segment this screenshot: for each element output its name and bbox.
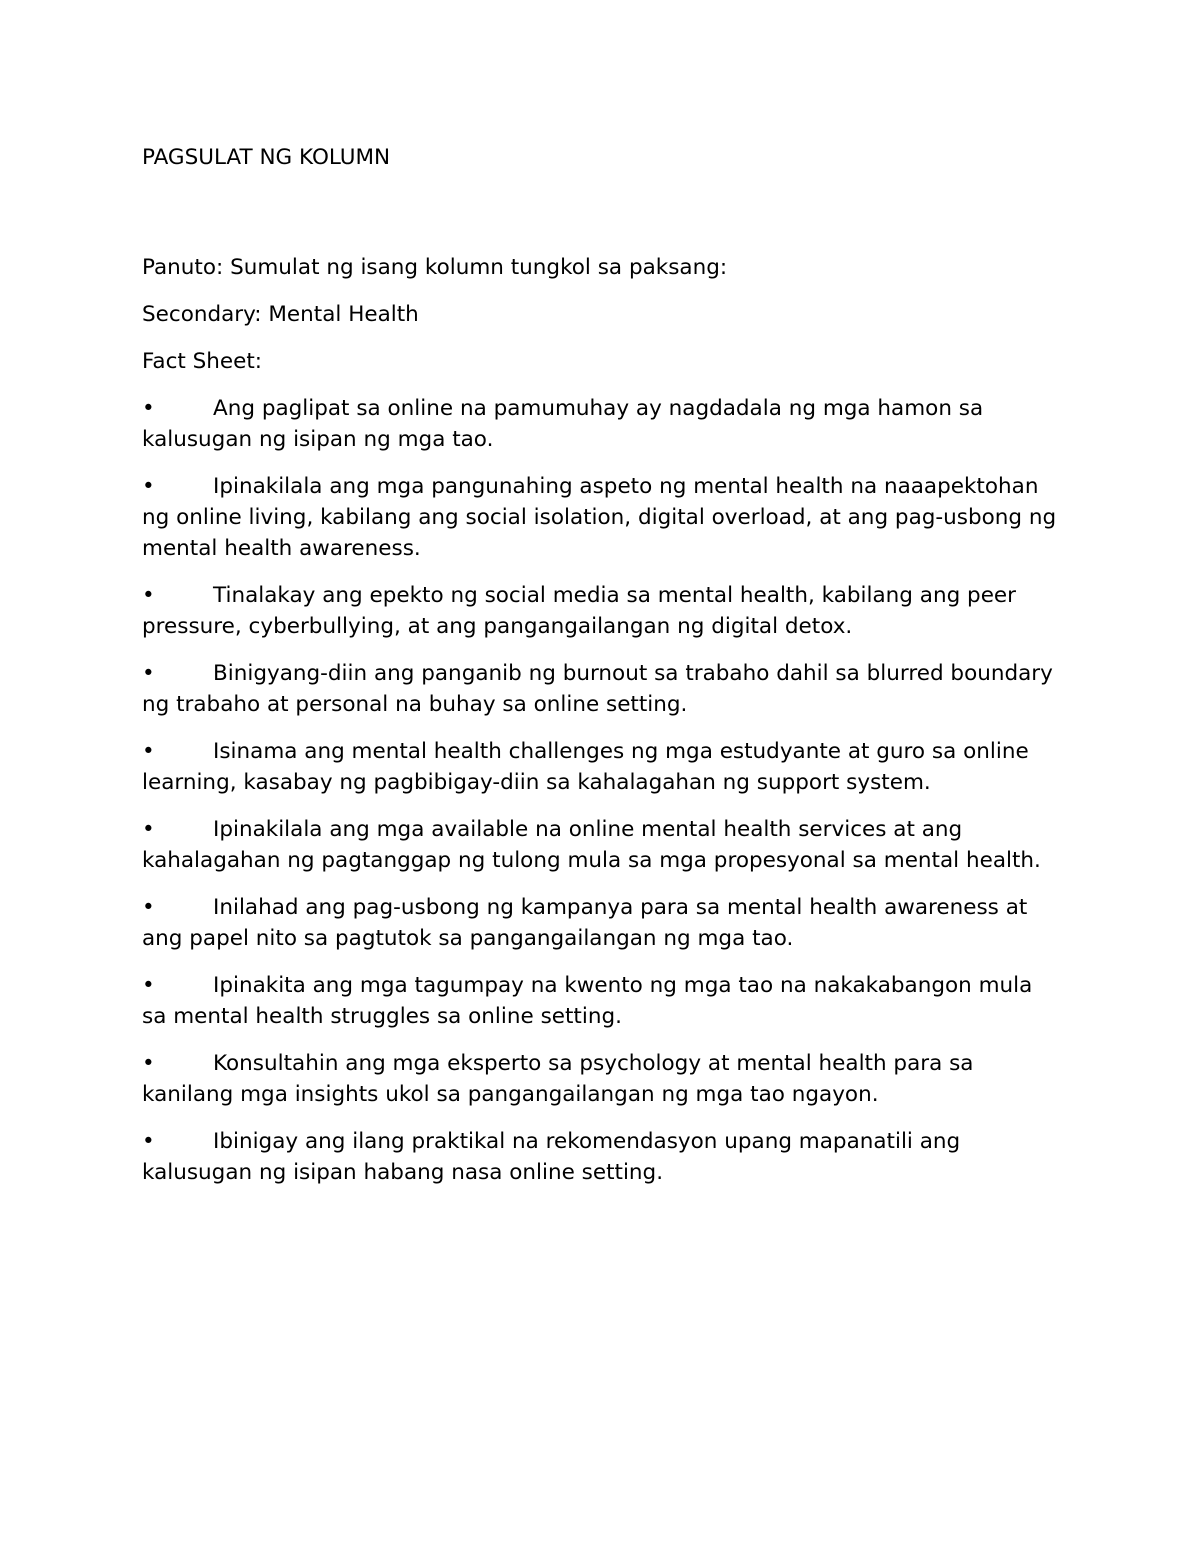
secondary-topic: Secondary: Mental Health [142, 302, 419, 327]
document-body [142, 142, 1062, 1204]
list-item-text: Ibinigay ang ilang praktikal na rekomendasyon upang mapanatili ang kalusugan ng isipan habang nasa online setting. [142, 1129, 961, 1185]
bullet-icon: • [142, 474, 155, 499]
list-item-text: Ipinakita ang mga tagumpay na kwento ng mga tao na nakakabangon mula sa mental health struggles sa online setting. [142, 973, 1033, 1029]
fact-sheet-label: Fact Sheet: [142, 349, 263, 374]
list-item-text: Ang paglipat sa online na pamumuhay ay nagdadala ng mga hamon sa kalusugan ng isipan ng mga tao. [142, 396, 984, 452]
fact-sheet-list [142, 393, 1062, 1188]
bullet-icon: • [142, 1129, 155, 1154]
bullet-icon: • [142, 973, 155, 998]
list-item [142, 658, 1062, 720]
list-item [142, 580, 1062, 642]
list-item-text: Isinama ang mental health challenges ng mga estudyante at guro sa online learning, kasabay ng pagbibigay-diin sa kahalagahan ng support system. [142, 739, 1029, 795]
list-item [142, 736, 1062, 798]
list-item [142, 814, 1062, 876]
list-item-text: Konsultahin ang mga eksperto sa psychology at mental health para sa kanilang mga insights ukol sa pangangailangan ng mga tao ngayon. [142, 1051, 974, 1107]
bullet-icon: • [142, 661, 155, 686]
list-item [142, 471, 1062, 564]
list-item [142, 970, 1062, 1032]
list-item [142, 1048, 1062, 1110]
bullet-icon: • [142, 583, 155, 608]
list-item [142, 393, 1062, 455]
bullet-icon: • [142, 739, 155, 764]
list-item [142, 892, 1062, 954]
bullet-icon: • [142, 396, 155, 421]
instruction-text: Panuto: Sumulat ng isang kolumn tungkol sa paksang: [142, 255, 728, 280]
bullet-icon: • [142, 817, 155, 842]
page-title: PAGSULAT NG KOLUMN [142, 145, 391, 170]
list-item-text: Ipinakilala ang mga pangunahing aspeto ng mental health na naaapektohan ng online living, kabilang ang social isolation, digital overload, at ang pag-usbong ng mental health awareness. [142, 474, 1057, 561]
list-item-text: Ipinakilala ang mga available na online mental health services at ang kahalagahan ng pagtanggap ng tulong mula sa mga propesyonal sa mental health. [142, 817, 1041, 873]
bullet-icon: • [142, 895, 155, 920]
list-item-text: Binigyang-diin ang panganib ng burnout sa trabaho dahil sa blurred boundary ng trabaho at personal na buhay sa online setting. [142, 661, 1053, 717]
list-item-text: Tinalakay ang epekto ng social media sa mental health, kabilang ang peer pressure, cyberbullying, at ang pangangailangan ng digital detox. [142, 583, 1016, 639]
bullet-icon: • [142, 1051, 155, 1076]
list-item [142, 1126, 1062, 1188]
list-item-text: Inilahad ang pag-usbong ng kampanya para sa mental health awareness at ang papel nito sa pagtutok sa pangangailangan ng mga tao. [142, 895, 1028, 951]
